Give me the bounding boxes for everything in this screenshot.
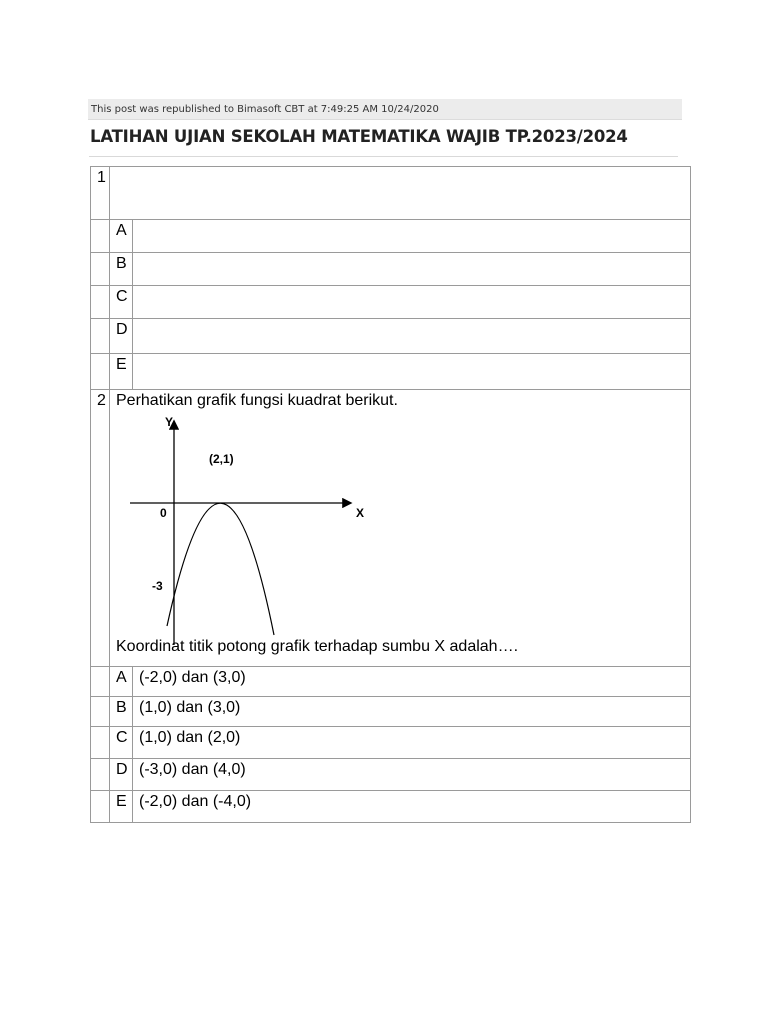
option-row (91, 354, 691, 390)
y-intercept-label: -3 (152, 579, 163, 593)
y-axis-label: Y (165, 415, 174, 429)
option-letter: A (110, 220, 133, 253)
question-row (91, 390, 691, 667)
option-text: (-2,0) dan (3,0) (133, 667, 691, 697)
option-text (133, 253, 691, 286)
option-letter: B (110, 253, 133, 286)
option-text (133, 286, 691, 319)
x-axis-label: X (356, 506, 365, 520)
option-row (91, 791, 691, 823)
option-row (91, 253, 691, 286)
republish-banner: This post was republished to Bimasoft CBT at 7:49:25 AM 10/24/2020 (88, 99, 682, 120)
option-letter: C (110, 286, 133, 319)
title-divider (89, 156, 678, 157)
option-letter: E (110, 791, 133, 823)
question-number: 2 (91, 390, 110, 667)
option-row (91, 697, 691, 727)
option-letter: B (110, 697, 133, 727)
option-text: (1,0) dan (3,0) (133, 697, 691, 727)
option-text: (-3,0) dan (4,0) (133, 759, 691, 791)
option-text (133, 354, 691, 390)
parabola-curve (167, 503, 274, 635)
question-body (110, 390, 691, 667)
option-letter: D (110, 759, 133, 791)
option-text: (-2,0) dan (-4,0) (133, 791, 691, 823)
parabola-graph (122, 412, 372, 648)
origin-label: 0 (160, 506, 167, 520)
vertex-label: (2,1) (209, 452, 234, 466)
option-row (91, 759, 691, 791)
option-text: (1,0) dan (2,0) (133, 727, 691, 759)
option-text (133, 319, 691, 354)
option-text (133, 220, 691, 253)
option-row (91, 727, 691, 759)
option-row (91, 286, 691, 319)
option-letter: C (110, 727, 133, 759)
page-title: LATIHAN UJIAN SEKOLAH MATEMATIKA WAJIB TP.2023/2024 (90, 127, 628, 146)
option-row (91, 319, 691, 354)
option-letter: D (110, 319, 133, 354)
option-row (91, 220, 691, 253)
option-letter: A (110, 667, 133, 697)
question-table (90, 166, 691, 823)
question-number: 1 (91, 167, 110, 220)
question-row (91, 167, 691, 220)
option-row (91, 667, 691, 697)
question-prompt: Koordinat titik potong grafik terhadap sumbu X adalah…. (116, 638, 519, 655)
question-text (110, 167, 691, 220)
option-letter: E (110, 354, 133, 390)
question-intro: Perhatikan grafik fungsi kuadrat berikut. (116, 392, 398, 409)
